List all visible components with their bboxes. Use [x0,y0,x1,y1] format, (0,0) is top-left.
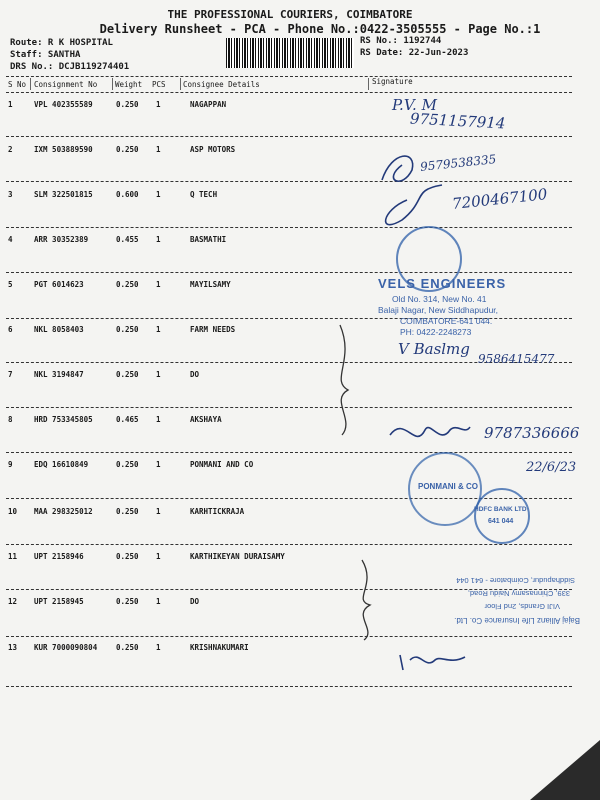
row-consignment-no: NKL 3194847 [34,370,84,379]
col-divider [368,78,369,90]
col-signature: Signature [372,77,413,86]
row-divider [6,544,572,545]
hdfc-stamp-code: 641 044 [488,518,514,525]
hdfc-stamp-name: HDFC BANK LTD [474,506,527,513]
row-pcs: 1 [156,415,161,424]
row-consignee: MAYILSAMY [190,280,231,289]
row-consignee: NAGAPPAN [190,100,227,109]
vels-stamp-line: Balaji Nagar, New Siddhapudur, [378,305,499,315]
brace-mark [330,320,360,440]
row-consignment-no: UPT 2158946 [34,552,84,561]
row-pcs: 1 [156,100,161,109]
row-consignee: AKSHAYA [190,415,222,424]
row-weight: 0.250 [116,325,139,334]
row-consignee: FARM NEEDS [190,325,236,334]
bajaj-stamp-line: 339, Chinnasamy Naidu Road, [467,589,570,598]
row-consignment-no: UPT 2158945 [34,597,84,606]
signature-13-scribble [395,645,475,675]
vels-stamp-line: COIMBATORE-641 044. [400,316,493,326]
row-consignee: ASP MOTORS [190,145,236,154]
row-pcs: 1 [156,280,161,289]
row-consignment-no: PGT 6014623 [34,280,84,289]
row-pcs: 1 [156,145,161,154]
row-sno: 13 [8,643,18,652]
signature-2-phone: 9579538335 [419,152,497,174]
row-consignee: KARHTICKRAJA [190,507,245,516]
row-sno: 9 [8,460,13,469]
row-sno: 4 [8,235,13,244]
row-consignment-no: VPL 402355589 [34,100,93,109]
row-sno: 6 [8,325,13,334]
row-sno: 5 [8,280,13,289]
drs-number: DRS No.: DCJB119274401 [10,62,130,72]
signature-1: P.V. M [392,96,437,114]
row-divider [6,452,572,453]
vels-stamp-phone: PH: 0422-2248273 [400,327,472,337]
row-divider [6,407,572,408]
signature-7: V Baslmg [398,340,470,358]
row-weight: 0.250 [116,100,139,109]
row-consignment-no: ARR 30352389 [34,235,89,244]
row-pcs: 1 [156,190,161,199]
divider [6,76,572,77]
row-consignee: DO [190,597,200,606]
row-divider [6,686,572,687]
brace-mark [352,555,382,645]
vels-stamp-line: Old No. 314, New No. 41 [392,294,487,304]
row-weight: 0.250 [116,370,139,379]
row-pcs: 1 [156,643,161,652]
row-weight: 0.250 [116,280,139,289]
col-weight: Weight [115,80,143,89]
row-pcs: 1 [156,507,161,516]
row-weight: 0.250 [116,507,139,516]
signature-7-phone: 9586415477 [478,352,555,366]
route-label: Route: R K HOSPITAL [10,38,113,48]
row-consignee: Q TECH [190,190,218,199]
signature-9-date: 22/6/23 [526,460,577,475]
row-consignment-no: NKL 8058403 [34,325,84,334]
col-sno: S No [8,80,27,89]
row-divider [6,227,572,228]
row-weight: 0.455 [116,235,139,244]
signature-8-scribble [385,415,475,455]
row-consignee: DO [190,370,200,379]
row-weight: 0.250 [116,643,139,652]
row-consignee: BASMATHI [190,235,227,244]
row-divider [6,272,572,273]
row-weight: 0.250 [116,597,139,606]
col-consignment: Consignment No [34,80,98,89]
staff-label: Staff: SANTHA [10,50,81,60]
row-pcs: 1 [156,460,161,469]
row-pcs: 1 [156,235,161,244]
company-title: THE PROFESSIONAL COURIERS, COIMBATORE [167,8,413,21]
row-sno: 7 [8,370,13,379]
ponmani-stamp-name: PONMANI & CO [418,482,478,491]
col-divider [112,78,113,90]
row-sno: 1 [8,100,13,109]
row-consignment-no: MAA 298325012 [34,507,93,516]
divider [6,92,572,93]
row-consignee: PONMANI AND CO [190,460,254,469]
torn-corner [520,740,600,800]
col-consignee: Consignee Details [183,80,260,89]
bajaj-stamp [380,555,580,625]
row-consignment-no: IXM 503889590 [34,145,93,154]
row-pcs: 1 [156,597,161,606]
row-pcs: 1 [156,370,161,379]
row-sno: 12 [8,597,18,606]
signature-1-phone: 9751157914 [409,109,506,133]
row-weight: 0.600 [116,190,139,199]
row-consignee: KARTHIKEYAN DURAISAMY [190,552,285,561]
row-consignment-no: HRD 753345805 [34,415,93,424]
row-sno: 3 [8,190,13,199]
row-weight: 0.465 [116,415,139,424]
row-sno: 10 [8,507,18,516]
row-pcs: 1 [156,325,161,334]
bajaj-stamp-line: Bajaj Allianz Life Insurance Co. Ltd. [454,616,580,625]
row-sno: 11 [8,552,18,561]
row-consignee: KRISHNAKUMARI [190,643,249,652]
row-divider [6,636,572,637]
row-weight: 0.250 [116,552,139,561]
hdfc-seal [474,488,530,544]
runsheet-subtitle: Delivery Runsheet - PCA - Phone No.:0422-3505555 - Page No.:1 [99,22,541,36]
row-weight: 0.250 [116,145,139,154]
signature-3-phone: 7200467100 [451,185,549,213]
signature-scribble [372,140,452,230]
col-divider [180,78,181,90]
row-divider [6,136,572,137]
row-sno: 2 [8,145,13,154]
bajaj-stamp-line: VIJI Grands, 2nd Floor [484,602,560,611]
row-consignment-no: SLM 322501815 [34,190,93,199]
barcode [226,38,354,68]
vels-stamp-name: VELS ENGINEERS [378,276,507,291]
signature-8-phone: 9787336666 [484,424,580,442]
row-consignment-no: KUR 7000090804 [34,643,98,652]
row-consignment-no: EDQ 16610849 [34,460,89,469]
row-weight: 0.250 [116,460,139,469]
bajaj-stamp-line: Siddhapudur, Coimbatore - 641 044 [456,576,575,585]
row-sno: 8 [8,415,13,424]
row-pcs: 1 [156,552,161,561]
col-pcs: PCS [152,80,166,89]
rs-number: RS No.: 1192744 [360,36,442,46]
row-divider [6,181,572,182]
rs-date: RS Date: 22-Jun-2023 [360,48,469,58]
col-divider [30,78,31,90]
